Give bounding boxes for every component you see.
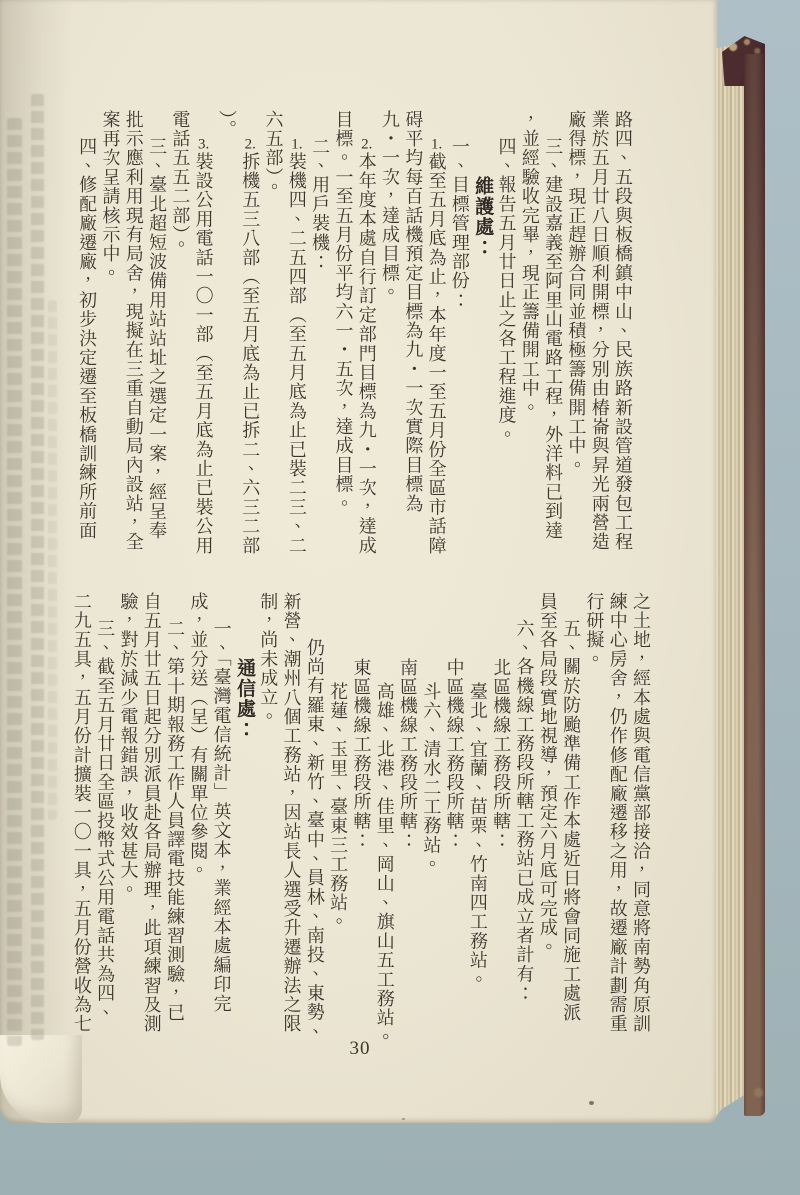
item-number: 2. bbox=[244, 137, 256, 152]
text-column: 3.裝設公用電話一〇一部（至五月底為止已裝公用 bbox=[193, 137, 214, 556]
text-column: ，並經驗收完畢，現正籌備開工中。 bbox=[519, 110, 540, 418]
text-column: 六、各機線工務段所轄工務站已成立者計有： bbox=[514, 619, 535, 1003]
text-column: 批示應利用現有局舍，現擬在三重自動局內設站，全 bbox=[123, 110, 144, 552]
text-column: 南區機線工務段所轄： bbox=[398, 658, 419, 850]
text-column: 廠得標，現正趕辦合同並積極籌備開工中。 bbox=[566, 110, 587, 475]
item-number: 1. bbox=[291, 137, 303, 152]
book-cover-edge bbox=[744, 54, 765, 1116]
text-column: 四、修配廠遷廠，初步決定遷至板橋訓練所前面 bbox=[77, 137, 98, 541]
text-column: 一、目標管理部份： bbox=[449, 137, 470, 310]
text-column: 員至各局段實地視導，預定六月底可完成。 bbox=[537, 592, 558, 957]
text-column: 2.拆機五三八部（至五月底為止已拆二、六三二部 bbox=[240, 137, 261, 556]
text-column: 三、截至五月廿日全區投幣式公用電話共為四、 bbox=[95, 619, 116, 1023]
text-column: 三、建設嘉義至阿里山電路工程，外洋料已到達 bbox=[543, 137, 564, 541]
text-column: 高雄、北港、佳里、岡山、旗山五工務站。 bbox=[374, 682, 395, 1047]
text-column: 六五部）。 bbox=[263, 110, 284, 197]
text-column: 東區機線工務段所轄： bbox=[351, 658, 372, 850]
text-column: 2.本年度本處自行訂定部門目標為九・一次，達成 bbox=[356, 137, 377, 556]
text-column: 二九五具，五月份計擴裝一〇一具，五月份營收為七 bbox=[71, 592, 92, 1034]
item-number: 2. bbox=[361, 137, 373, 152]
paper-speck bbox=[589, 1101, 594, 1105]
text-column: 仍尚有羅東、新竹、臺中、員林、南投、東勢、 bbox=[304, 638, 325, 1042]
text-column: 1.裝機四、二五四部（至五月底為止已裝二三、二 bbox=[286, 137, 307, 556]
text-column: 三、臺北超短波備用站站址之選定一案，經呈奉 bbox=[147, 137, 168, 541]
text-column: 五、關於防颱準備工作本處近日將會同施工處派 bbox=[561, 619, 582, 1023]
text-column: 一、「臺灣電信統計」英文本，業經本處編印完 bbox=[211, 619, 232, 1014]
text-column: 1.截至五月底為止，本年度一至五月份全區市話障 bbox=[426, 137, 447, 556]
text-column: 二、第十期報務工作人員譯電技能練習測驗，已 bbox=[165, 619, 186, 1023]
text-column: 案再次呈請核示中。 bbox=[100, 110, 121, 283]
page-number: 30 bbox=[349, 1038, 371, 1059]
text-column: 新營、潮州八個工務站，因站長人選受升遷辦法之限 bbox=[281, 592, 302, 1034]
text-column: ）。 bbox=[216, 110, 237, 140]
bleedthrough-text-column bbox=[31, 94, 44, 1040]
text-column: 維護處： bbox=[472, 176, 494, 257]
text-column: 碍平均每百話機預定目標為九・一次實際目標為 bbox=[403, 110, 424, 514]
page-stack-fore-edge bbox=[716, 42, 745, 1116]
text-column: 行研擬。 bbox=[584, 592, 605, 669]
bleedthrough-text-column bbox=[48, 300, 57, 820]
text-column: 練中心房舍，仍作修配廠遷移之用，故遷廠計劃需重 bbox=[607, 592, 628, 1034]
text-column: 中區機線工務段所轄： bbox=[444, 658, 465, 850]
text-column: 北區機線工務段所轄： bbox=[491, 658, 512, 850]
text-column: 二、用戶裝機： bbox=[310, 137, 331, 272]
text-column: 通信處： bbox=[233, 658, 255, 739]
text-column: 九・一次，達成目標。 bbox=[380, 110, 401, 302]
text-column: 斗六、清水二工務站。 bbox=[421, 682, 442, 874]
text-column: 業於五月廿八日順利開標，分別由椿崙與昇光兩營造 bbox=[589, 110, 610, 552]
item-number: 1. bbox=[431, 137, 443, 152]
text-band-bottom bbox=[66, 592, 650, 1062]
text-column: 自五月廿五日起分別派員赴各局辦理，此項練習及測 bbox=[141, 592, 162, 1034]
text-column: 成，並分送（呈）有關單位參閱。 bbox=[188, 592, 209, 880]
text-column: 臺北、宜蘭、苗栗、竹南四工務站。 bbox=[467, 682, 488, 990]
text-column: 之土地，經本處與電信黨部接洽，同意將南勢角原訓 bbox=[631, 592, 651, 1034]
text-column: 路四、五段與板橋鎮中山、民族路新設管道發包工程 bbox=[613, 110, 633, 552]
bleedthrough-text-column bbox=[7, 118, 22, 1046]
text-column: 目標。一至五月份平均六一・五次，達成目標。 bbox=[333, 110, 354, 514]
text-column: 電話五五二部）。 bbox=[170, 110, 191, 255]
text-column: 四、報告五月廿日止之各工程進度。 bbox=[496, 137, 517, 445]
text-column: 花蓮、玉里、臺東三工務站。 bbox=[328, 682, 349, 932]
text-column: 制，尚未成立。 bbox=[258, 592, 279, 727]
text-column: 驗，對於減少電報錯誤，收效甚大。 bbox=[118, 592, 139, 900]
item-number: 3. bbox=[198, 137, 210, 152]
text-band-top bbox=[72, 110, 632, 578]
